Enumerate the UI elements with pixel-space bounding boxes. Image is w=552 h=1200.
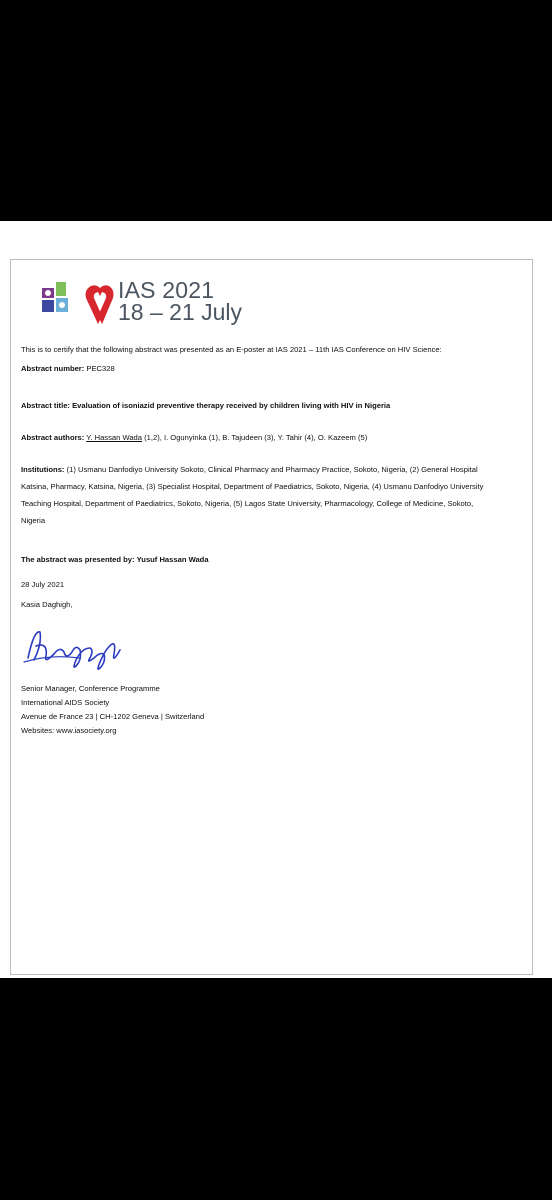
certificate-page bbox=[0, 221, 552, 978]
signatory-role: Senior Manager, Conference Programme bbox=[21, 684, 160, 693]
abstract-number-value: PEC328 bbox=[86, 364, 115, 373]
institutions-line-3: Teaching Hospital, Department of Paediatrics, Sokoto, Nigeria, (5) Lagos State University, Pharmacology, College of Medicine, Sokoto, bbox=[21, 499, 474, 508]
presented-by-label: The abstract was presented by: bbox=[21, 555, 135, 564]
certificate-date: 28 July 2021 bbox=[21, 580, 65, 589]
organization-address: Avenue de France 23 | CH-1202 Geneva | Switzerland bbox=[21, 712, 205, 721]
abstract-number bbox=[21, 361, 115, 376]
logo-dates: 18 – 21 July bbox=[118, 299, 243, 325]
institutions-label: Institutions: bbox=[21, 465, 65, 474]
presented-by bbox=[21, 552, 209, 567]
intro-text: This is to certify that the following abstract was presented as an E-poster at IAS 2021 – 11th IAS Conference on HIV Science: bbox=[21, 345, 442, 354]
abstract-number-label: Abstract number: bbox=[21, 364, 85, 373]
organization-website: Websites: www.iasociety.org bbox=[21, 726, 117, 735]
abstract-title bbox=[21, 398, 390, 413]
abstract-title-label: Abstract title: bbox=[21, 401, 70, 410]
other-authors: (1,2), I. Ogunyinka (1), B. Tajudeen (3), Y. Tahir (4), O. Kazeem (5) bbox=[144, 433, 368, 442]
abstract-authors bbox=[21, 430, 367, 445]
institutions-text-1: (1) Usmanu Danfodiyo University Sokoto, Clinical Pharmacy and Pharmacy Practice, Sokoto, Nigeria, (2) General Hospital bbox=[66, 465, 478, 474]
institutions-line-1 bbox=[21, 462, 478, 477]
presented-by-value: Yusuf Hassan Wada bbox=[136, 555, 209, 564]
signatory-name: Kasia Daghigh, bbox=[21, 600, 73, 609]
handwritten-signature bbox=[20, 624, 130, 679]
lead-author: Y. Hassan Wada bbox=[86, 433, 142, 442]
conference-emblem-icon bbox=[40, 278, 120, 328]
logo-title: IAS 2021 bbox=[118, 277, 215, 303]
institutions-line-4: Nigeria bbox=[21, 516, 46, 525]
organization-name: International AIDS Society bbox=[21, 698, 110, 707]
abstract-title-value: Evaluation of isoniazid preventive therapy received by children living with HIV in Nigeria bbox=[72, 401, 391, 410]
abstract-authors-label: Abstract authors: bbox=[21, 433, 85, 442]
institutions-line-2: Katsina, Pharmacy, Katsina, Nigeria, (3) Specialist Hospital, Department of Paediatrics, Sokoto, Nigeria, (4) Usmanu Danfodiyo University bbox=[21, 482, 484, 491]
